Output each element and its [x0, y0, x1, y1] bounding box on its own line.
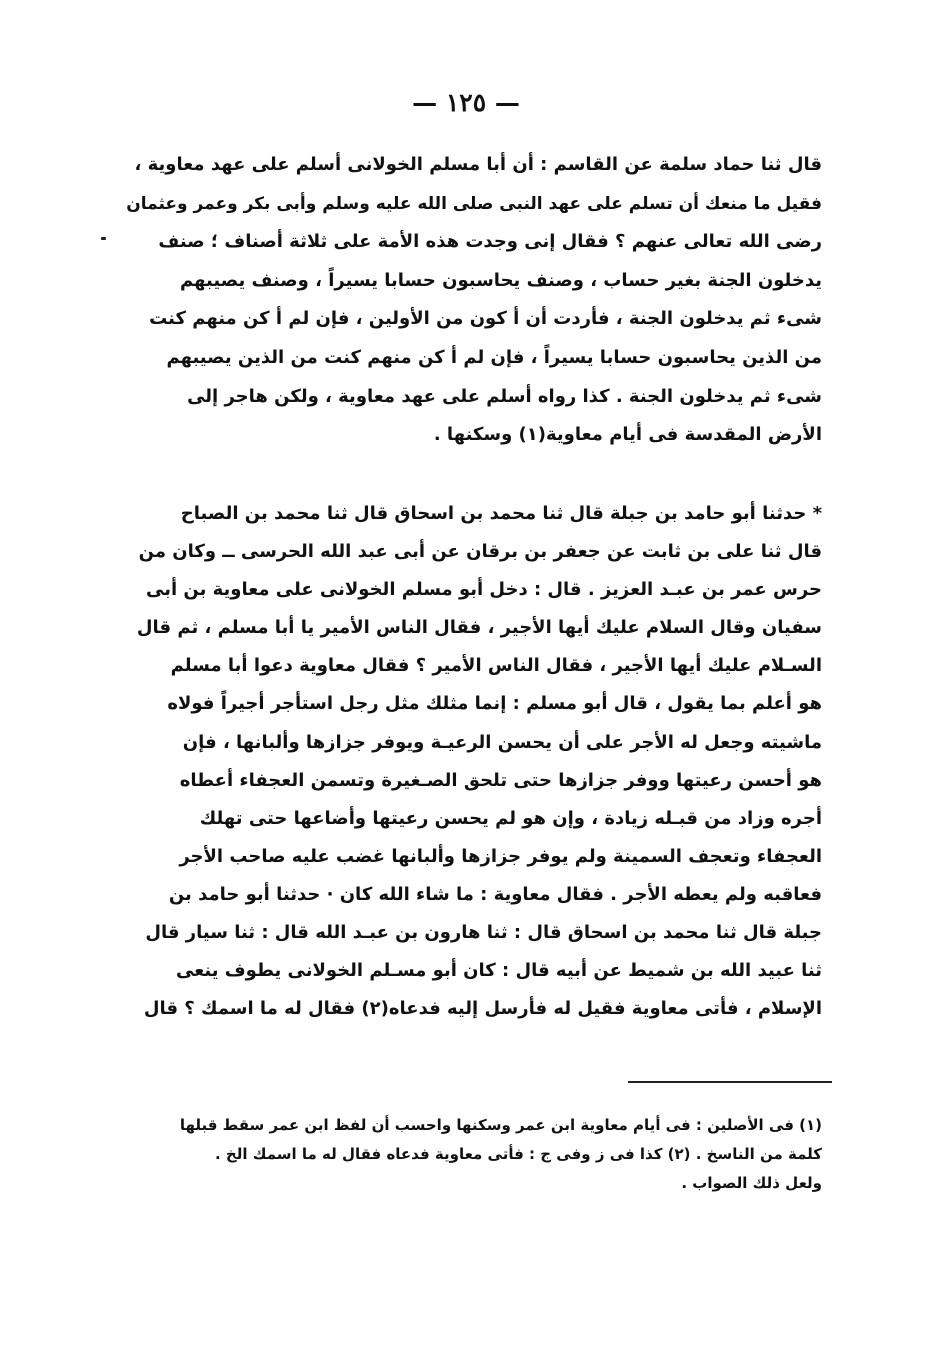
text-line: * حدثنا أبو حامد بن جبلة قال ثنا محمد بن اسحاق قال ثنا محمد بن الصباح [180, 503, 822, 524]
text-line: من الذين يحاسبون حسابا يسيراً ، فإن لم أ كن منهم كنت من الذين يصيبهم [166, 346, 822, 368]
page-number: — ١٢٥ — [412, 88, 520, 117]
text-line: شىء ثم يدخلون الجنة ، فأردت أن أ كون من الأولين ، فإن لم أ كن منهم كنت [149, 308, 822, 330]
text-line: سفيان وقال السلام عليك أيها الأجير ، فقال الناس الأمير يا أبا مسلم ، ثم قال [136, 617, 822, 639]
text-line: قال ثنا على بن ثابت عن جعفر بن برقان عن أبى عبد الله الحرسى ــ وكان من [138, 541, 822, 563]
text-line: فعاقبه ولم يعطه الأجر . فقال معاوية : ما شاء الله كان · حدثنا أبو حامد بن [168, 883, 822, 905]
text-line: العجفاء وتعجف السمينة ولم يوفر جزازها وألبانها غضب عليه صاحب الأجر [179, 845, 822, 867]
text-line: رضى الله تعالى عنهم ؟ فقال إنى وجدت هذه الأمة على ثلاثة أصناف ؛ صنف [158, 231, 822, 253]
footnote-line: ولعل ذلك الصواب . [681, 1174, 822, 1192]
text-line: الأرض المقدسة فى أيام معاوية(١) وسكنها . [433, 424, 822, 446]
text-line: أجره وزاد من قبـله زيادة ، وإن هو لم يحسن رعيتها وأضاعها حتى تهلك [199, 807, 822, 829]
text-line: ثنا عبيد الله بن شميط عن أبيه قال : كان أبو مسـلم الخولانى يطوف ينعى [176, 960, 822, 982]
text-line: قال ثنا حماد سلمة عن القاسم : أن أبا مسلم الخولانى أسلم على عهد معاوية ، [134, 154, 822, 175]
text-line: جبلة قال ثنا محمد بن اسحاق قال : ثنا هارون بن عبـد الله قال : ثنا سيار قال [145, 922, 822, 944]
margin-mark [101, 237, 106, 240]
text-line: هو أعلم بما يقول ، قال أبو مسلم : إنما مثلك مثل رجل استأجر أجيراً فولاه [167, 693, 822, 715]
text-line: حرس عمر بن عبـد العزيز . قال : دخل أبو مسلم الخولانى على معاوية بن أبى [145, 579, 822, 601]
footnote-line: (١) فى الأصلين : فى أيام معاوية ابن عمر وسكنها واحسب أن لفظ ابن عمر سقط قبلها [179, 1116, 822, 1134]
footnote-separator [628, 1081, 832, 1083]
text-line: الإسلام ، فأتى معاوية فقيل له فأرسل إليه فدعاه(٢) فقال له ما اسمك ؟ قال [143, 998, 822, 1020]
text-line: السـلام عليك أيها الأجير ، فقال الناس الأمير ؟ فقال معاوية دعوا أبا مسلم [170, 655, 822, 677]
footnote-line: كلمة من الناسخ . (٢) كذا فى ز وفى ج : فأتى معاوية فدعاه فقال له ما اسمك الخ . [215, 1145, 822, 1163]
paragraph-1 [108, 146, 822, 455]
text-line: هو أحسن رعيتها ووفر جزازها حتى تلحق الصـغيرة وتسمن العجفاء أعطاه [179, 769, 822, 791]
text-line: يدخلون الجنة بغير حساب ، وصنف يحاسبون حسابا يسيراً ، وصنف يصيبهم [180, 269, 822, 291]
text-line: فقيل ما منعك أن تسلم على عهد النبى صلى الله عليه وسلم وأبى بكر وعمر وعثمان [126, 193, 822, 214]
paragraph-2 [108, 495, 822, 1028]
text-line: شىء ثم يدخلون الجنة . كذا رواه أسلم على عهد معاوية ، ولكن هاجر إلى [187, 385, 822, 407]
text-line: ماشيته وجعل له الأجر على أن يحسن الرعيـة ويوفر جزازها وألبانها ، فإن [182, 731, 822, 753]
footnotes [108, 1111, 822, 1198]
